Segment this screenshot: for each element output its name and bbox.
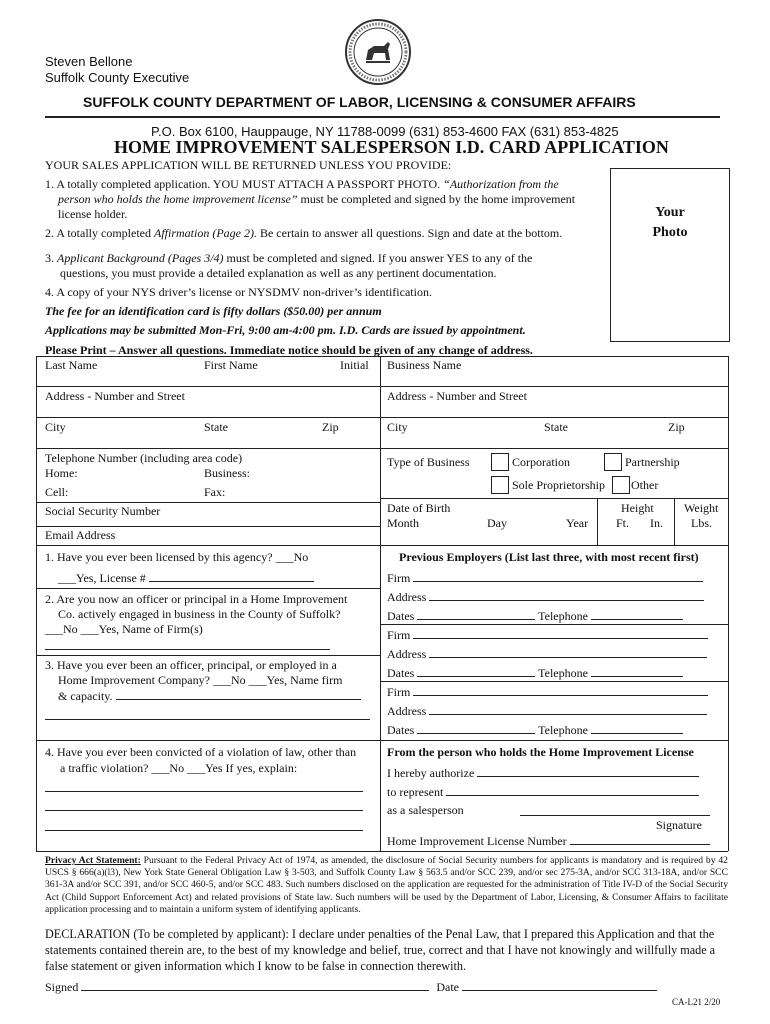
grid-line-q3 <box>36 655 380 656</box>
employer-1-dates <box>387 608 683 624</box>
dob-month-label[interactable]: Month <box>387 516 420 530</box>
question-2-line3: ___No ___Yes, Name of Firm(s) <box>45 622 203 636</box>
explain-blank-3[interactable] <box>45 830 363 831</box>
requirement-3-num: 3. <box>45 251 57 265</box>
question-2-line2: Co. actively engaged in business in the County of Suffolk? <box>58 607 341 621</box>
grid-line-phone <box>36 448 728 449</box>
state-label: State <box>204 420 228 434</box>
address-label: Address - Number and Street <box>45 389 185 403</box>
grid-line-bottom <box>36 851 728 852</box>
hours-notice: Applications may be submitted Mon-Fri, 9:00 am-4:00 pm. I.D. Cards are issued by appointment. <box>45 323 526 337</box>
dob-label: Date of Birth <box>387 501 451 515</box>
dob-height-divider <box>597 498 598 545</box>
dob-day-label[interactable]: Day <box>487 516 507 530</box>
requirement-1-authorization: “Authorization from the <box>443 177 559 191</box>
license-number-field[interactable] <box>149 570 314 582</box>
requirement-1-license-holder: person who holds the home improvement license” <box>58 192 298 206</box>
name-field[interactable] <box>37 372 379 385</box>
question-1-yes-label: ___Yes, License # <box>58 571 146 585</box>
license-number-input[interactable] <box>570 833 710 845</box>
requirement-2 <box>45 226 562 241</box>
employer-3-address-label: Address <box>387 704 427 718</box>
business-address-field[interactable] <box>381 403 727 416</box>
grid-line-email <box>36 526 380 527</box>
represent-field[interactable] <box>446 784 699 796</box>
represent-line <box>387 784 699 800</box>
height-in-label[interactable]: In. <box>650 516 663 530</box>
department-name: SUFFOLK COUNTY DEPARTMENT OF LABOR, LICENSING & CONSUMER AFFAIRS <box>83 94 636 110</box>
other-label: Other <box>631 478 659 492</box>
privacy-statement <box>45 855 728 916</box>
requirement-4: 4. A copy of your NYS driver’s license or NYSDMV non-driver’s identification. <box>45 285 432 299</box>
employer-3-firm-label: Firm <box>387 685 411 699</box>
question-2-line1: 2. Are you now an officer or principal in a Home Improvement <box>45 592 348 606</box>
employer-2-dates-field[interactable] <box>417 665 535 677</box>
sole-proprietorship-label: Sole Proprietorship <box>512 478 605 492</box>
business-city-label: City <box>387 420 408 434</box>
grid-line-q4 <box>36 740 728 741</box>
email-label[interactable]: Email Address <box>45 528 116 542</box>
signature-label: Signature <box>656 818 702 832</box>
salesperson-label: as a salesperson <box>387 803 464 817</box>
employer-2-dates <box>387 665 683 681</box>
photo-label-line2: Photo <box>652 225 688 240</box>
employer-divider-1 <box>380 624 728 625</box>
last-name-label: Last Name <box>45 358 98 372</box>
employer-2-address-label: Address <box>387 647 427 661</box>
employer-3-address <box>387 703 707 719</box>
requirement-1-cont <box>58 192 575 207</box>
grid-right-edge <box>728 356 729 851</box>
requirement-1-signed: must be completed and signed by the home improvement <box>297 192 576 206</box>
cell-phone-label[interactable]: Cell: <box>45 485 69 499</box>
question-3-line1: 3. Have you ever been an officer, principal, or employed in a <box>45 658 337 672</box>
employer-1-firm <box>387 570 703 586</box>
other-checkbox[interactable] <box>612 476 630 494</box>
employer-3-dates-label: Dates <box>387 723 415 737</box>
requirement-2-rest: Be certain to answer all questions. Sign and date at the bottom. <box>256 226 563 240</box>
city-label: City <box>45 420 66 434</box>
explain-blank-2[interactable] <box>45 810 363 811</box>
date-field[interactable] <box>462 979 657 991</box>
weight-label: Weight <box>684 501 719 515</box>
signature-blank[interactable] <box>520 815 710 816</box>
address-field[interactable] <box>37 403 379 416</box>
business-phone-label[interactable]: Business: <box>204 466 251 480</box>
returned-notice: YOUR SALES APPLICATION WILL BE RETURNED UNLESS YOU PROVIDE: <box>45 158 452 172</box>
initial-label: Initial <box>340 358 369 372</box>
employer-1-firm-field[interactable] <box>413 570 703 582</box>
grid-line-ssn-left <box>36 502 380 503</box>
date-label: Date <box>436 980 459 994</box>
business-city-field[interactable] <box>381 434 727 447</box>
zip-label: Zip <box>322 420 339 434</box>
sole-proprietorship-checkbox[interactable] <box>491 476 509 494</box>
authorize-line <box>387 765 699 781</box>
employer-3-dates <box>387 722 683 738</box>
question-4-line1: 4. Have you ever been convicted of a violation of law, other than <box>45 745 357 759</box>
requirement-1-text: 1. A totally completed application. YOU MUST ATTACH A PASSPORT PHOTO. <box>45 177 444 191</box>
grid-line-address <box>36 386 728 387</box>
employer-3-dates-field[interactable] <box>417 722 535 734</box>
question-1: 1. Have you ever been licensed by this agency? ___No <box>45 550 309 564</box>
photo-label-line1: Your <box>655 205 685 220</box>
employer-2-telephone-field[interactable] <box>591 665 683 677</box>
business-address-label: Address - Number and Street <box>387 389 527 403</box>
form-title: HOME IMPROVEMENT SALESPERSON I.D. CARD APPLICATION <box>114 137 669 157</box>
license-number-label: Home Improvement License Number <box>387 834 567 848</box>
first-name-label: First Name <box>204 358 258 372</box>
fax-label[interactable]: Fax: <box>204 485 226 499</box>
grid-line-name <box>36 356 728 357</box>
city-state-zip-field[interactable] <box>37 434 379 447</box>
telephone-label: Telephone Number (including area code) <box>45 451 243 465</box>
employer-1-telephone-field[interactable] <box>591 608 683 620</box>
represent-label: to represent <box>387 785 444 799</box>
grid-line-dob-right <box>380 498 728 499</box>
grid-left-edge <box>36 356 37 851</box>
dob-year-label[interactable]: Year <box>566 516 589 530</box>
privacy-title: Privacy Act Statement: <box>45 855 141 866</box>
requirement-1-end: license holder. <box>58 207 128 221</box>
signed-label: Signed <box>45 980 79 994</box>
corporation-checkbox[interactable] <box>491 453 509 471</box>
employer-2-address <box>387 646 707 662</box>
authorize-field[interactable] <box>477 765 699 777</box>
corporation-label: Corporation <box>512 455 570 469</box>
declaration-text: DECLARATION (To be completed by applicant): I declare under penalties of the Penal Law, that I prepared this Application and that the statements contained therein are, to the best of my knowledge and belief, true, correct and that I have not knowingly and willfully made a false statement or given information which I know to be false in connection therewith. <box>45 927 716 973</box>
employer-3-address-field[interactable] <box>429 703 707 715</box>
business-state-label: State <box>544 420 568 434</box>
applicant-signature-field[interactable] <box>81 979 429 991</box>
firm-name-blank[interactable] <box>45 649 330 650</box>
authorize-label: I hereby authorize <box>387 766 475 780</box>
question-4-line2: a traffic violation? ___No ___Yes If yes, explain: <box>60 761 298 775</box>
privacy-text: Pursuant to the Federal Privacy Act of 1974, as amended, the disclosure of Social Security numbers for applicants is mandatory and is required by 42 USCS § 666(a)(l3), New York State General Obligation Law § 3-503, and Suffolk County Law § 563.5 and/or SCC 239, and/or sec 275-3A, and/or SCC 313-18A, and/or SCC 361-3A and/or SCC 391, and/or SCC 460-5, and/or SCC 483. Such numbers disclosed on the application are requested for the administration of Title IV-D of the Social Security Act (Child Support Enforcement Act) and related provisions of State law. Such numbers will be used by the Department of Labor, Licensing, & Consumer Affairs to facilitate application processing and to maintain a uniform system of identifying applicants. <box>45 855 728 915</box>
employer-2-firm-label: Firm <box>387 628 411 642</box>
capacity-field[interactable] <box>116 688 361 700</box>
business-zip-label: Zip <box>668 420 685 434</box>
question-3-line3 <box>58 688 361 704</box>
height-ft-label[interactable]: Ft. <box>616 516 630 530</box>
employer-3-telephone-label: Telephone <box>538 723 588 737</box>
requirement-3-background: Applicant Background (Pages 3/4) <box>57 251 224 265</box>
type-of-business-label: Type of Business <box>387 455 470 469</box>
employer-2-firm-field[interactable] <box>413 627 708 639</box>
employer-2-firm <box>387 627 708 643</box>
executive-title: Suffolk County Executive <box>45 70 190 85</box>
requirement-2-text: 2. A totally completed <box>45 226 154 240</box>
employer-1-dates-label: Dates <box>387 609 415 623</box>
employer-3-firm <box>387 684 708 700</box>
header-rule <box>45 116 720 118</box>
business-name-label: Business Name <box>387 358 462 372</box>
partnership-checkbox[interactable] <box>604 453 622 471</box>
employer-1-firm-label: Firm <box>387 571 411 585</box>
requirement-3-cont: questions, you must provide a detailed explanation as well as any pertinent documentation. <box>60 266 497 280</box>
grid-line-q1 <box>36 545 728 546</box>
grid-line-city <box>36 417 728 418</box>
requirement-1 <box>45 177 559 192</box>
explain-blank-1[interactable] <box>45 791 363 792</box>
photo-box[interactable] <box>610 168 730 342</box>
employer-divider-2 <box>380 681 728 682</box>
question-3-capacity: & capacity. <box>58 689 113 703</box>
fee-notice: The fee for an identification card is fifty dollars ($50.00) per annum <box>45 304 382 318</box>
requirement-3-text: must be completed and signed. If you answer YES to any of the <box>223 251 533 265</box>
question-3-line2: Home Improvement Company? ___No ___Yes, Name firm <box>58 673 343 687</box>
grid-line-q2 <box>36 588 380 589</box>
executive-name: Steven Bellone <box>45 54 133 69</box>
partnership-label: Partnership <box>625 455 680 469</box>
department-address: P.O. Box 6100, Hauppauge, NY 11788-0099 (631) 853-4600 FAX (631) 853-4825 <box>151 124 619 139</box>
employer-1-address-label: Address <box>387 590 427 604</box>
employer-1-address-field[interactable] <box>429 589 704 601</box>
weight-lbs-label[interactable]: Lbs. <box>691 516 712 530</box>
height-label: Height <box>621 501 654 515</box>
question-1-yes <box>58 570 314 586</box>
signed-line <box>45 979 657 995</box>
employer-2-address-field[interactable] <box>429 646 707 658</box>
employer-2-dates-label: Dates <box>387 666 415 680</box>
home-phone-label[interactable]: Home: <box>45 466 78 480</box>
requirement-3 <box>45 251 532 266</box>
previous-employers-heading: Previous Employers (List last three, with most recent first) <box>399 550 699 564</box>
column-divider <box>380 356 381 851</box>
employer-3-firm-field[interactable] <box>413 684 708 696</box>
county-seal <box>344 18 412 86</box>
employer-3-telephone-field[interactable] <box>591 722 683 734</box>
license-number-line <box>387 833 710 849</box>
ssn-label[interactable]: Social Security Number <box>45 504 161 518</box>
employer-2-telephone-label: Telephone <box>538 666 588 680</box>
form-code: CA-L21 2/20 <box>672 997 721 1007</box>
employer-1-address <box>387 589 704 605</box>
print-notice: Please Print – Answer all questions. Immediate notice should be given of any change of address. <box>45 343 533 357</box>
requirement-2-affirmation: Affirmation (Page 2). <box>153 226 257 240</box>
employer-1-telephone-label: Telephone <box>538 609 588 623</box>
height-weight-divider <box>674 498 675 545</box>
employer-1-dates-field[interactable] <box>417 608 535 620</box>
capacity-blank-2[interactable] <box>45 719 370 720</box>
license-holder-heading: From the person who holds the Home Improvement License <box>387 745 694 759</box>
business-name-field[interactable] <box>381 372 727 385</box>
